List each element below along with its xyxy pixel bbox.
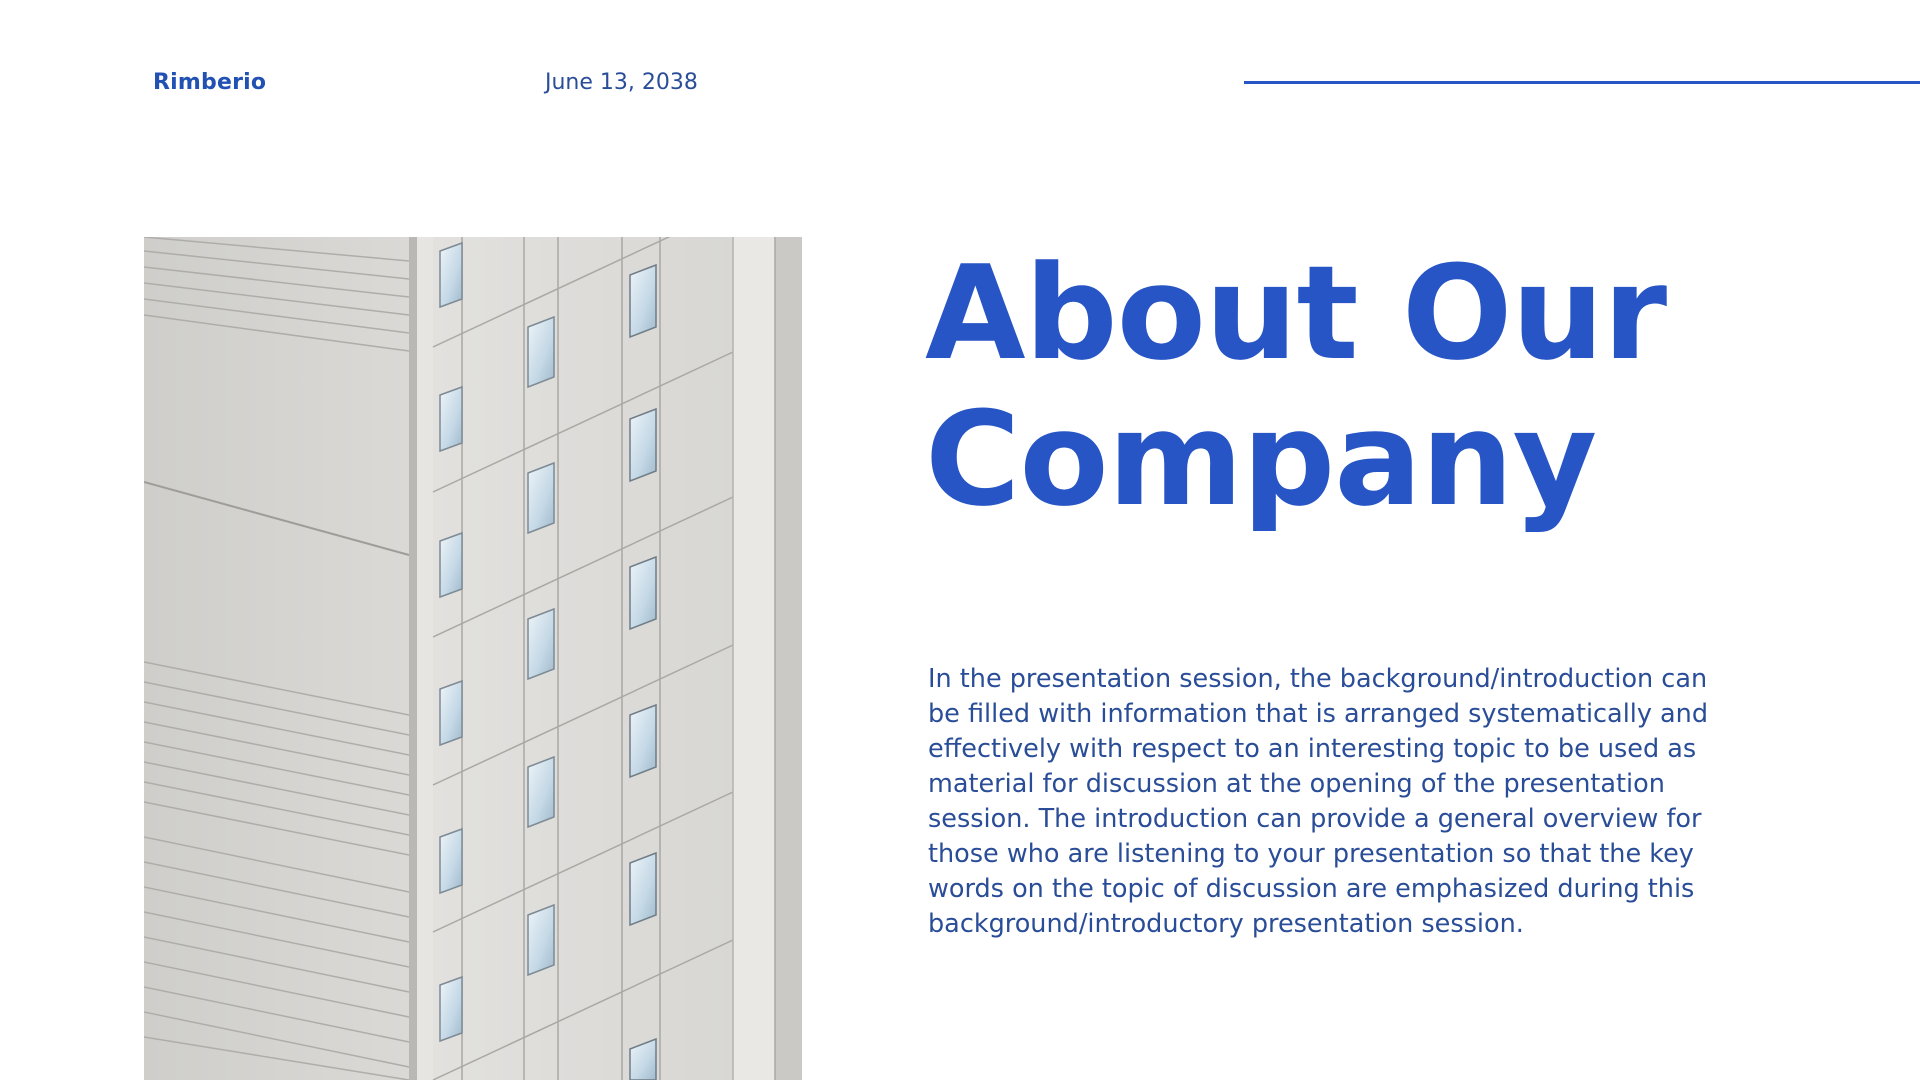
- page-title: [925, 237, 1667, 535]
- title-line-2: Company: [925, 383, 1597, 535]
- header-divider: [1244, 81, 1920, 84]
- title-line-1: About Our: [925, 237, 1667, 389]
- building-photo: [144, 237, 802, 1080]
- date-label: June 13, 2038: [545, 70, 698, 95]
- building-illustration: [144, 237, 802, 1080]
- intro-paragraph: In the presentation session, the background/introduction can be filled with information that is arranged systematically and effectively with respect to an interesting topic to be used as material for discussion at the opening of the presentation session. The introduction can provide a general overview for those who are listening to your presentation so that the key words on the topic of discussion are emphasized during this background/introductory presentation session.: [928, 664, 1709, 939]
- brand-name: Rimberio: [153, 70, 267, 95]
